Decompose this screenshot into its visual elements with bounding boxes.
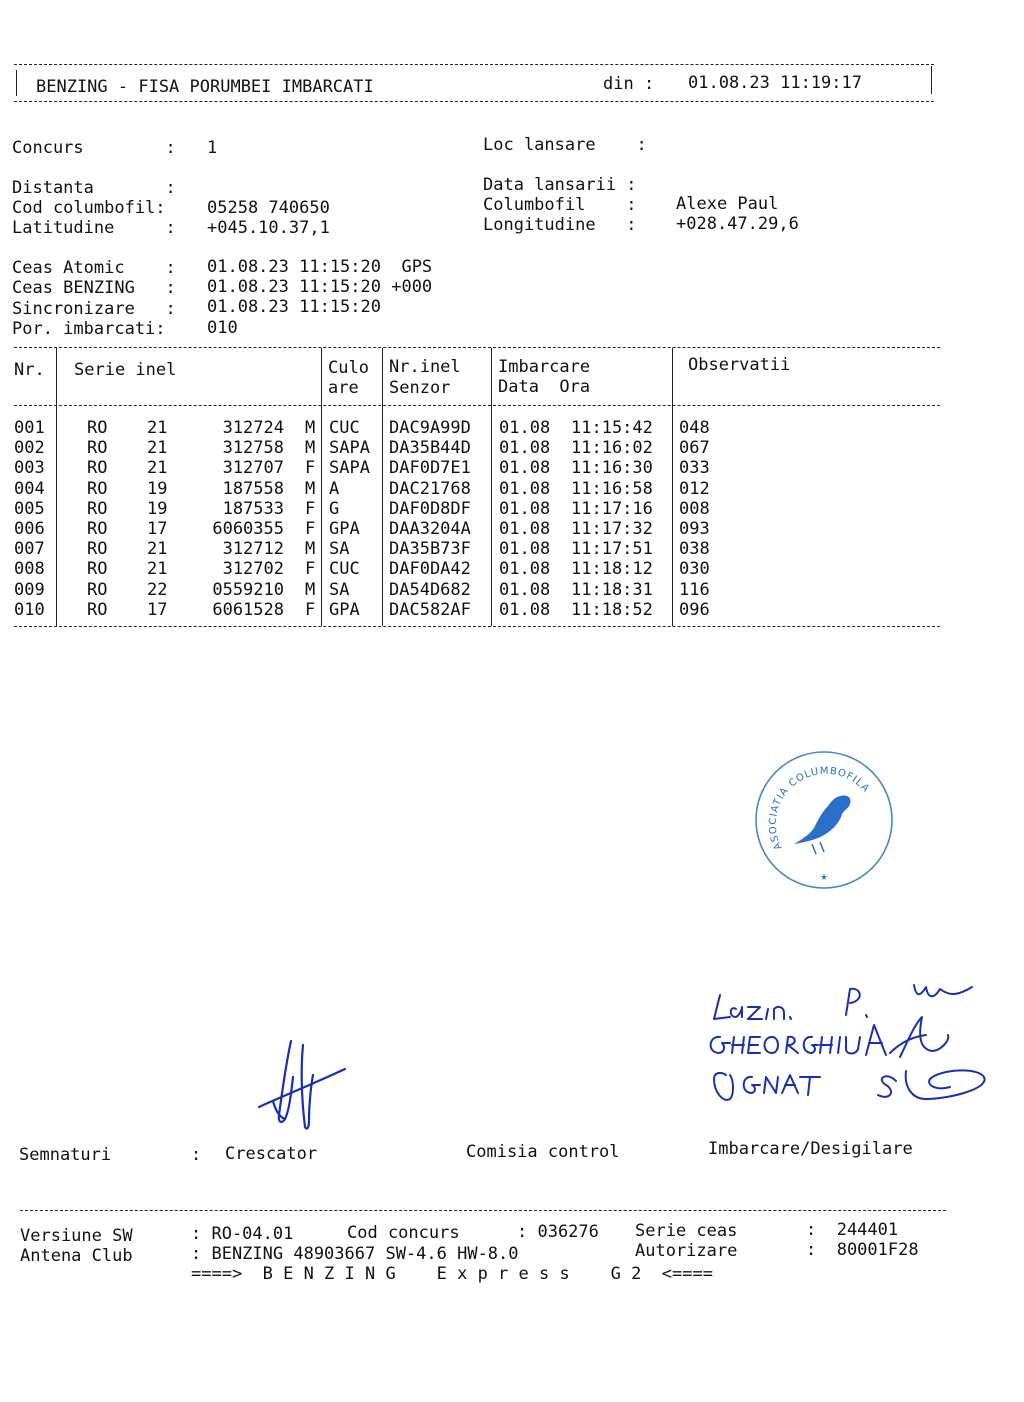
cell-sex: F xyxy=(305,599,316,620)
footer-rule xyxy=(20,1210,946,1211)
document-title: BENZING - FISA PORUMBEI IMBARCATI xyxy=(36,77,374,97)
pigeon-icon xyxy=(794,795,851,854)
table-row xyxy=(14,458,934,478)
stamp-text: ASOCIATIA COLUMBOFILA xyxy=(767,765,872,852)
cell-data: 01.08 xyxy=(499,418,551,438)
cell-senzor: DAA3204A xyxy=(389,519,471,539)
comisia-control-label: Comisia control xyxy=(466,1142,620,1162)
cell-cul: A xyxy=(329,478,340,499)
cell-sex: M xyxy=(305,539,316,560)
cell-data: 01.08 xyxy=(499,599,551,620)
autorizare-value: : 80001F28 xyxy=(806,1240,919,1260)
columbofil-label: Columbofil : xyxy=(483,195,637,215)
cod-concurs-label: Cod concurs xyxy=(347,1223,460,1243)
svg-text:ASOCIATIA COLUMBOFILA xyxy=(768,766,872,852)
cell-obs: 093 xyxy=(679,519,710,539)
cell-tara: RO xyxy=(87,438,108,459)
col-header-culoare: Culo xyxy=(328,358,369,378)
cell-senzor: DA54D682 xyxy=(389,579,471,600)
cell-ora: 11:18:52 xyxy=(571,599,653,620)
cell-data: 01.08 xyxy=(499,458,551,479)
cell-an: 17 xyxy=(147,599,168,620)
cell-data: 01.08 xyxy=(499,519,551,539)
versiune-sw-value: : RO-04.01 xyxy=(191,1224,294,1244)
cell-tara: RO xyxy=(87,458,108,479)
antena-club-label: Antena Club xyxy=(20,1246,133,1266)
col-header-culoare-2: are xyxy=(328,378,359,398)
cell-an: 19 xyxy=(147,498,168,519)
col-header-nr: Nr. xyxy=(14,360,45,380)
association-stamp xyxy=(752,748,896,892)
cell-cul: CUC xyxy=(329,418,360,438)
cell-ora: 11:17:16 xyxy=(571,498,653,519)
table-row xyxy=(14,600,934,620)
cell-ora: 11:16:58 xyxy=(571,478,653,499)
distanta-label: Distanta : xyxy=(12,178,176,198)
concurs-value: 1 xyxy=(207,138,218,158)
header-bottom-rule xyxy=(14,101,934,102)
por-imbarcati-value: 010 xyxy=(207,318,238,338)
cell-inel: 312702 xyxy=(222,559,284,580)
cell-cul: G xyxy=(329,498,340,519)
cell-nr: 009 xyxy=(14,579,45,600)
ceas-benzing-value: 01.08.23 11:15:20 +000 xyxy=(207,277,433,297)
cell-nr: 005 xyxy=(14,498,45,519)
semnaturi-colon: : xyxy=(191,1145,202,1165)
cell-an: 21 xyxy=(147,438,168,459)
cell-sex: M xyxy=(305,438,316,459)
ceas-benzing-label: Ceas BENZING : xyxy=(12,278,176,298)
cell-an: 21 xyxy=(147,458,168,479)
cell-sex: M xyxy=(305,418,316,438)
cell-data: 01.08 xyxy=(499,539,551,560)
cell-nr: 006 xyxy=(14,519,45,539)
table-row xyxy=(14,499,934,519)
cell-obs: 116 xyxy=(679,579,710,600)
cell-senzor: DAC9A99D xyxy=(389,418,471,438)
cell-an: 19 xyxy=(147,478,168,499)
col-header-senzor: Nr.inel xyxy=(389,357,461,377)
concurs-label: Concurs : xyxy=(12,138,176,158)
cell-obs: 033 xyxy=(679,458,710,479)
cell-senzor: DAF0D7E1 xyxy=(389,458,471,479)
cell-ora: 11:17:51 xyxy=(571,539,653,560)
loc-lansare-label: Loc lansare : xyxy=(483,135,647,155)
sincronizare-value: 01.08.23 11:15:20 xyxy=(207,297,381,317)
imbarcare-desigilare-label: Imbarcare/Desigilare xyxy=(708,1139,913,1159)
table-row xyxy=(14,438,934,458)
cell-tara: RO xyxy=(87,478,108,499)
cell-cul: SAPA xyxy=(329,438,370,459)
autorizare-label: Autorizare xyxy=(635,1241,738,1261)
cell-inel: 312712 xyxy=(222,539,284,560)
latitudine-value: +045.10.37,1 xyxy=(207,218,330,238)
cell-tara: RO xyxy=(87,539,108,560)
header-top-rule xyxy=(14,64,934,65)
cell-data: 01.08 xyxy=(499,438,551,459)
cell-cul: GPA xyxy=(329,519,360,539)
versiune-sw-label: Versiune SW xyxy=(20,1226,133,1246)
longitudine-value: +028.47.29,6 xyxy=(676,214,799,234)
col-header-senzor-2: Senzor xyxy=(389,378,451,398)
cell-nr: 003 xyxy=(14,458,45,479)
header-din-label: din : xyxy=(603,74,655,94)
col-header-imbarcare-2: Data Ora xyxy=(498,377,591,397)
table-row xyxy=(14,479,934,499)
latitudine-label: Latitudine : xyxy=(12,218,176,238)
cell-inel: 312758 xyxy=(222,438,284,459)
table-row xyxy=(14,559,934,579)
cell-tara: RO xyxy=(87,599,108,620)
cell-tara: RO xyxy=(87,418,108,438)
cell-obs: 030 xyxy=(679,559,710,580)
col-header-observatii: Observatii xyxy=(688,355,791,375)
cell-cul: GPA xyxy=(329,599,360,620)
cell-data: 01.08 xyxy=(499,498,551,519)
cell-sex: F xyxy=(305,498,316,519)
cell-tara: RO xyxy=(87,579,108,600)
table-header-rule xyxy=(14,405,940,406)
cell-sex: M xyxy=(305,579,316,600)
cell-cul: SA xyxy=(329,579,350,600)
cell-ora: 11:16:02 xyxy=(571,438,653,459)
cell-obs: 067 xyxy=(679,438,710,459)
col-header-imbarcare: Imbarcare xyxy=(498,357,591,377)
cod-concurs-value: : 036276 xyxy=(517,1222,599,1242)
cell-tara: RO xyxy=(87,498,108,519)
table-row xyxy=(14,580,934,600)
cod-columbofil-label: Cod columbofil: xyxy=(12,198,166,218)
longitudine-label: Longitudine : xyxy=(483,215,637,235)
cell-cul: SA xyxy=(329,539,350,560)
cell-cul: CUC xyxy=(329,559,360,580)
cell-an: 21 xyxy=(147,539,168,560)
serie-ceas-value: : 244401 xyxy=(806,1220,899,1240)
commission-signatures xyxy=(700,975,1000,1110)
cell-data: 01.08 xyxy=(499,579,551,600)
cell-sex: F xyxy=(305,519,316,539)
cell-obs: 038 xyxy=(679,539,710,560)
benzing-express-banner: ====> B E N Z I N G E x p r e s s G 2 <==== xyxy=(191,1264,713,1284)
semnaturi-label: Semnaturi xyxy=(19,1145,112,1165)
cell-data: 01.08 xyxy=(499,559,551,580)
data-lansarii-label: Data lansarii : xyxy=(483,175,637,195)
table-top-rule xyxy=(14,347,940,348)
cell-tara: RO xyxy=(87,519,108,539)
cell-ora: 11:17:32 xyxy=(571,519,653,539)
crescator-label: Crescator xyxy=(225,1144,318,1164)
table-row xyxy=(14,539,934,559)
cell-an: 21 xyxy=(147,559,168,580)
cell-sex: F xyxy=(305,458,316,479)
cell-senzor: DA35B44D xyxy=(389,438,471,459)
cell-nr: 002 xyxy=(14,438,45,459)
cell-inel: 0559210 xyxy=(212,579,284,600)
cell-an: 17 xyxy=(147,519,168,539)
cell-an: 22 xyxy=(147,579,168,600)
table-row xyxy=(14,519,934,539)
cell-nr: 001 xyxy=(14,418,45,438)
cell-inel: 187533 xyxy=(222,498,284,519)
cell-inel: 312707 xyxy=(222,458,284,479)
ceas-atomic-value: 01.08.23 11:15:20 GPS xyxy=(207,257,433,277)
cell-senzor: DAC21768 xyxy=(389,478,471,499)
cell-obs: 048 xyxy=(679,418,710,438)
cell-inel: 6061528 xyxy=(212,599,284,620)
por-imbarcati-label: Por. imbarcati: xyxy=(12,319,166,339)
cell-inel: 312724 xyxy=(222,418,284,438)
table-row xyxy=(14,418,934,438)
cell-data: 01.08 xyxy=(499,478,551,499)
cell-ora: 11:16:30 xyxy=(571,458,653,479)
cell-obs: 012 xyxy=(679,478,710,499)
cell-sex: F xyxy=(305,559,316,580)
crescator-signature xyxy=(245,1035,355,1135)
cell-obs: 008 xyxy=(679,498,710,519)
cell-obs: 096 xyxy=(679,599,710,620)
cell-sex: M xyxy=(305,478,316,499)
svg-text:★: ★ xyxy=(820,869,828,883)
cell-ora: 11:18:31 xyxy=(571,579,653,600)
cod-columbofil-value: 05258 740650 xyxy=(207,198,330,218)
cell-tara: RO xyxy=(87,559,108,580)
cell-inel: 187558 xyxy=(222,478,284,499)
ceas-atomic-label: Ceas Atomic : xyxy=(12,258,176,278)
header-right-border xyxy=(931,66,932,94)
cell-nr: 008 xyxy=(14,559,45,580)
cell-senzor: DAF0DA42 xyxy=(389,559,471,580)
header-datetime: 01.08.23 11:19:17 xyxy=(688,73,862,93)
col-header-serie: Serie inel xyxy=(74,360,177,380)
cell-cul: SAPA xyxy=(329,458,370,479)
table-bottom-rule xyxy=(14,626,940,627)
sincronizare-label: Sincronizare : xyxy=(12,299,176,319)
cell-senzor: DAF0D8DF xyxy=(389,498,471,519)
cell-ora: 11:18:12 xyxy=(571,559,653,580)
serie-ceas-label: Serie ceas xyxy=(635,1221,738,1241)
cell-nr: 004 xyxy=(14,478,45,499)
cell-senzor: DA35B73F xyxy=(389,539,471,560)
cell-inel: 6060355 xyxy=(212,519,284,539)
cell-nr: 007 xyxy=(14,539,45,560)
antena-club-value: : BENZING 48903667 SW-4.6 HW-8.0 xyxy=(191,1244,519,1264)
cell-ora: 11:15:42 xyxy=(571,418,653,438)
header-left-border xyxy=(16,70,17,96)
columbofil-value: Alexe Paul xyxy=(676,194,779,214)
cell-nr: 010 xyxy=(14,599,45,620)
cell-an: 21 xyxy=(147,418,168,438)
cell-senzor: DAC582AF xyxy=(389,599,471,620)
